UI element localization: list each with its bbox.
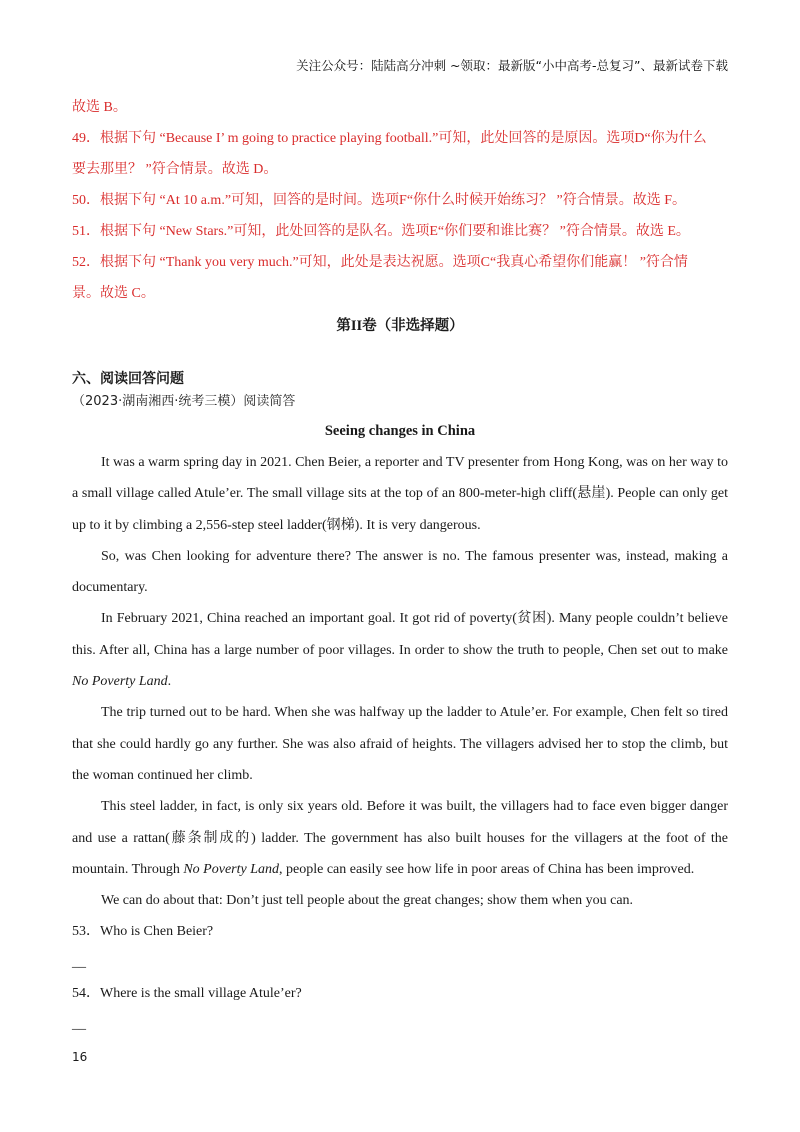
answer-blank-54[interactable]: __	[72, 1017, 86, 1033]
answer-blank-53[interactable]: __	[72, 955, 86, 971]
answer-51: 51．根据下句 “New Stars.”可知，此处回答的是队名。选项E“你们要和谁比赛？ ”符合情景。故选 E。	[72, 224, 690, 239]
article-paragraph-2: So, was Chen looking for adventure there? The answer is no. The famous presenter was, instead, making a documentary.	[72, 548, 728, 596]
answer-52-line-2: 景。故选 C。	[72, 286, 155, 301]
page-content	[72, 92, 728, 1040]
question-53: 53．Who is Chen Beier?	[72, 924, 214, 940]
paragraph-3-text: In February 2021, China reached an important goal. It got rid of poverty(贫困). Many people couldn’t believe this. After all, China has a large number of poor villages. In order to show the truth to people, Chen set out to make	[72, 611, 728, 658]
answer-49-line-1: 49．根据下句 “Because I’ m going to practice playing football.”可知，此处回答的是原因。选项D“你为什么	[72, 131, 707, 146]
page-number: 16	[72, 1050, 88, 1064]
question-54: 54．Where is the small village Atule’er?	[72, 986, 302, 1002]
article-paragraph-3	[72, 603, 728, 697]
paragraph-5-text: This steel ladder, in fact, is only six years old. Before it was built, the villagers had to face even bigger danger and use a rattan(藤条制成的) ladder. The government has also built houses for the villagers at the foot of the mountain. Through	[72, 799, 728, 877]
article-title: Seeing changes in China	[324, 423, 476, 439]
answer-52-line-1: 52．根据下句 “Thank you very much.”可知，此处是表达祝愿。选项C“我真心希望你们能赢！ ”符合情	[72, 255, 688, 270]
documentary-title: No Poverty Land	[183, 861, 279, 877]
paragraph-5-end: , people can easily see how life in poor areas of China has been improved.	[279, 861, 695, 877]
paragraph-3-end: .	[167, 674, 172, 690]
article-paragraph-6: We can do about that: Don’t just tell people about the great changes; show them when you can.	[101, 893, 634, 909]
page-header: 关注公众号：陆陆高分冲刺 ~领取：最新版“小中高考-总复习”、最新试卷下载	[296, 58, 728, 73]
article-paragraph-4: The trip turned out to be hard. When she was halfway up the ladder to Atule’er. For example, Chen felt so tired that she could hardly go any further. She was also afraid of heights. The villagers advised her to stop the climb, but the woman continued her climb.	[72, 705, 728, 783]
answer-49-line-2: 要去那里？ ”符合情景。故选 D。	[72, 162, 278, 177]
section-heading: 六、阅读回答问题	[72, 371, 184, 387]
volume-title: 第II卷（非选择题）	[336, 318, 464, 334]
article-paragraph-5	[72, 791, 728, 885]
answer-50: 50．根据下句 “At 10 a.m.”可知，回答的是时间。选项F“你什么时候开始练习？ ”符合情景。故选 F。	[72, 193, 687, 208]
question-source: （2023·湖南湘西·统考三模）阅读简答	[72, 394, 296, 409]
answer-48-tail: 故选 B。	[72, 100, 127, 115]
article-paragraph-1: It was a warm spring day in 2021. Chen Beier, a reporter and TV presenter from Hong Kong, was on her way to a small village called Atule’er. The small village sits at the top of an 800-meter-high cliff(悬崖). People can only get up to it by climbing a 2,556-step steel ladder(钢梯). It is very dangerous.	[72, 455, 728, 533]
documentary-title: No Poverty Land	[72, 674, 168, 690]
